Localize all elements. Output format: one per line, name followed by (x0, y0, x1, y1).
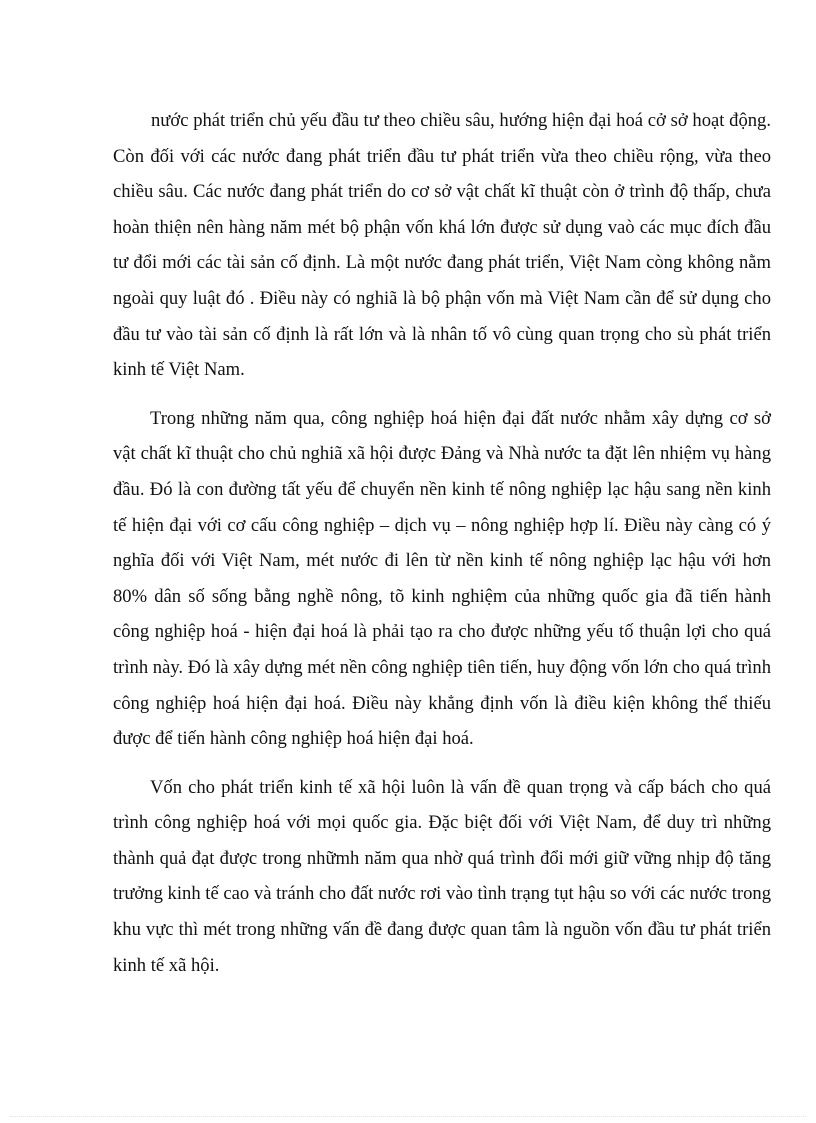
paragraph-3: Vốn cho phát triển kinh tế xã hội luôn là vấn đề quan trọng và cấp bách cho quá trình công nghiệp hoá với mọi quốc gia. Đặc biệt đối với Việt Nam, để duy trì những thành quả đạt được trong nhữmh năm qua nhờ quá trình đổi mới giữ vững nhịp độ tăng trưởng kinh tế cao và tránh cho đất nước rơi vào tình trạng tụt hậu so với các nước trong khu vực thì mét trong những vấn đề đang được quan tâm là nguồn vốn đầu tư phát triển kinh tế xã hội. (113, 776, 771, 976)
page-bottom-divider (10, 1116, 806, 1117)
paragraph-2: Trong những năm qua, công nghiệp hoá hiện đại đất nước nhằm xây dựng cơ sở vật chất kĩ thuật cho chủ nghiã xã hội được Đảng và Nhà nước ta đặt lên nhiệm vụ hàng đầu. Đó là con đường tất yếu để chuyển nền kinh tế nông nghiệp lạc hậu sang nền kinh tế hiện đại với cơ cấu công nghiệp – dịch vụ – nông nghiệp hợp lí. Điều này càng có ý nghĩa đối với Việt Nam, mét nước đi lên từ nền kinh tế nông nghiệp lạc hậu với hơn 80% dân số sống bằng nghề nông, tõ kinh nghiệm của những quốc gia đã tiến hành công nghiệp hoá - hiện đại hoá là phải tạo ra cho được những yếu tố thuận lợi cho quá trình này. Đó là xây dựng mét nền công nghiệp tiên tiến, huy động vốn lớn cho quá trình công nghiệp hoá hiện đại hoá. Điều này khẳng định vốn là điều kiện không thể thiếu được để tiến hành công nghiệp hoá hiện đại hoá. (113, 407, 771, 750)
paragraph-1: nước phát triển chủ yếu đầu tư theo chiều sâu, hướng hiện đại hoá cở sở hoạt động. Còn đối với các nước đang phát triển đầu tư phát triển vừa theo chiều rộng, vừa theo chiều sâu. Các nước đang phát triển do cơ sở vật chất kĩ thuật còn ở trình độ thấp, chưa hoàn thiện nên hàng năm mét bộ phận vốn khá lớn được sử dụng vaò các mục đích đầu tư đổi mới các tài sản cố định. Là một nước đang phát triển, Việt Nam còng không nằm ngoài quy luật đó . Điều này có nghiã là bộ phận vốn mà Việt Nam cần để sử dụng cho đầu tư vào tài sản cố định là rất lớn và là nhân tố vô cùng quan trọng cho sù phát triển kinh tế Việt Nam. (113, 110, 771, 381)
document-body (113, 103, 771, 983)
